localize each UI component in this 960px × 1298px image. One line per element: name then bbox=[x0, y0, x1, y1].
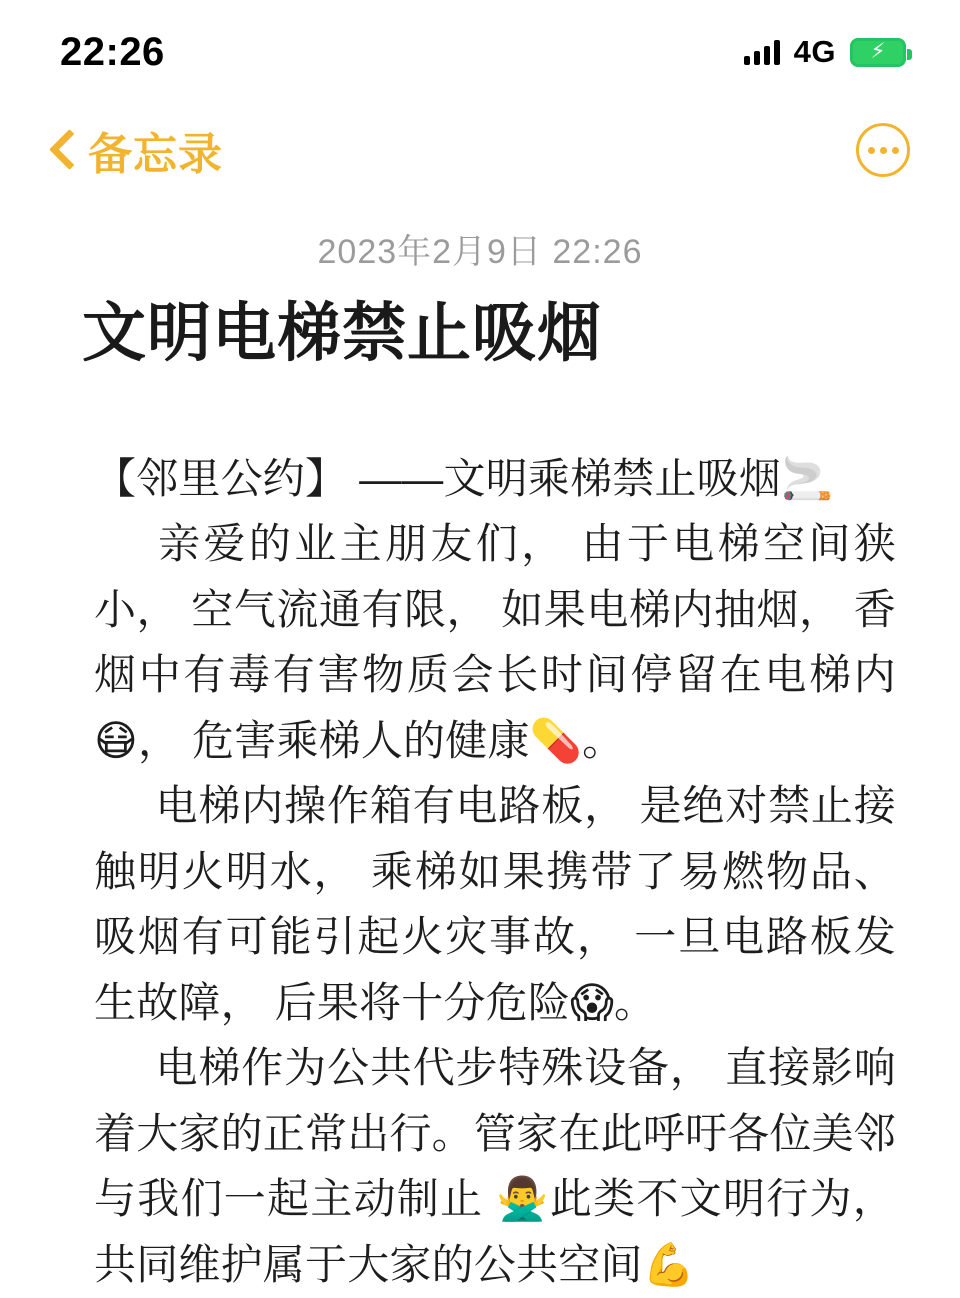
note-title: 文明电梯禁止吸烟 bbox=[82, 297, 602, 369]
more-dot bbox=[880, 147, 887, 154]
more-dot bbox=[892, 147, 899, 154]
more-dot bbox=[868, 147, 875, 154]
note-paragraph: 【邻里公约】 ——文明乘梯禁止吸烟🚬 bbox=[94, 454, 834, 502]
chevron-left-icon[interactable] bbox=[48, 129, 74, 171]
paragraph-text: 亲爱的业主朋友们， 由于电梯空间狭小， 空气流通有限， 如果电梯内抽烟， 香烟中有毒有害物质会长时间停留在电梯内😷， 危害乘梯人的健康💊。 bbox=[94, 520, 896, 764]
status-time: 22:26 bbox=[60, 29, 165, 74]
note-content bbox=[0, 196, 960, 1298]
signal-bars-icon bbox=[744, 39, 780, 65]
note-paragraph bbox=[94, 1035, 896, 1297]
note-timestamp: 2023年2月9日 22:26 bbox=[317, 233, 643, 271]
paragraph-text: 电梯作为公共代步特殊设备， 直接影响着大家的正常出行。管家在此呼吁各位美邻与我们一起主动制止 🙅‍♂️此类不文明行为， 共同维护属于大家的公共空间💪 bbox=[94, 1044, 896, 1288]
battery-bolt-glyph: ⚡ bbox=[870, 39, 886, 63]
network-type-label: 4G bbox=[793, 34, 836, 69]
battery-charging-icon bbox=[850, 38, 906, 67]
paragraph-text: 电梯内操作箱有电路板， 是绝对禁止接触明火明水， 乘梯如果携带了易燃物品、吸烟有可能引起火灾事故， 一旦电路板发生故障， 后果将十分危险😱。 bbox=[94, 782, 896, 1026]
nav-title[interactable]: 备忘录 bbox=[88, 130, 223, 179]
note-paragraph bbox=[94, 773, 896, 1035]
navigation-bar bbox=[0, 104, 960, 196]
status-bar bbox=[0, 0, 960, 104]
note-body[interactable] bbox=[94, 446, 896, 1298]
more-horizontal-icon[interactable] bbox=[856, 123, 910, 177]
note-paragraph bbox=[94, 511, 896, 773]
back-button[interactable] bbox=[48, 118, 223, 182]
status-indicators bbox=[744, 34, 906, 70]
